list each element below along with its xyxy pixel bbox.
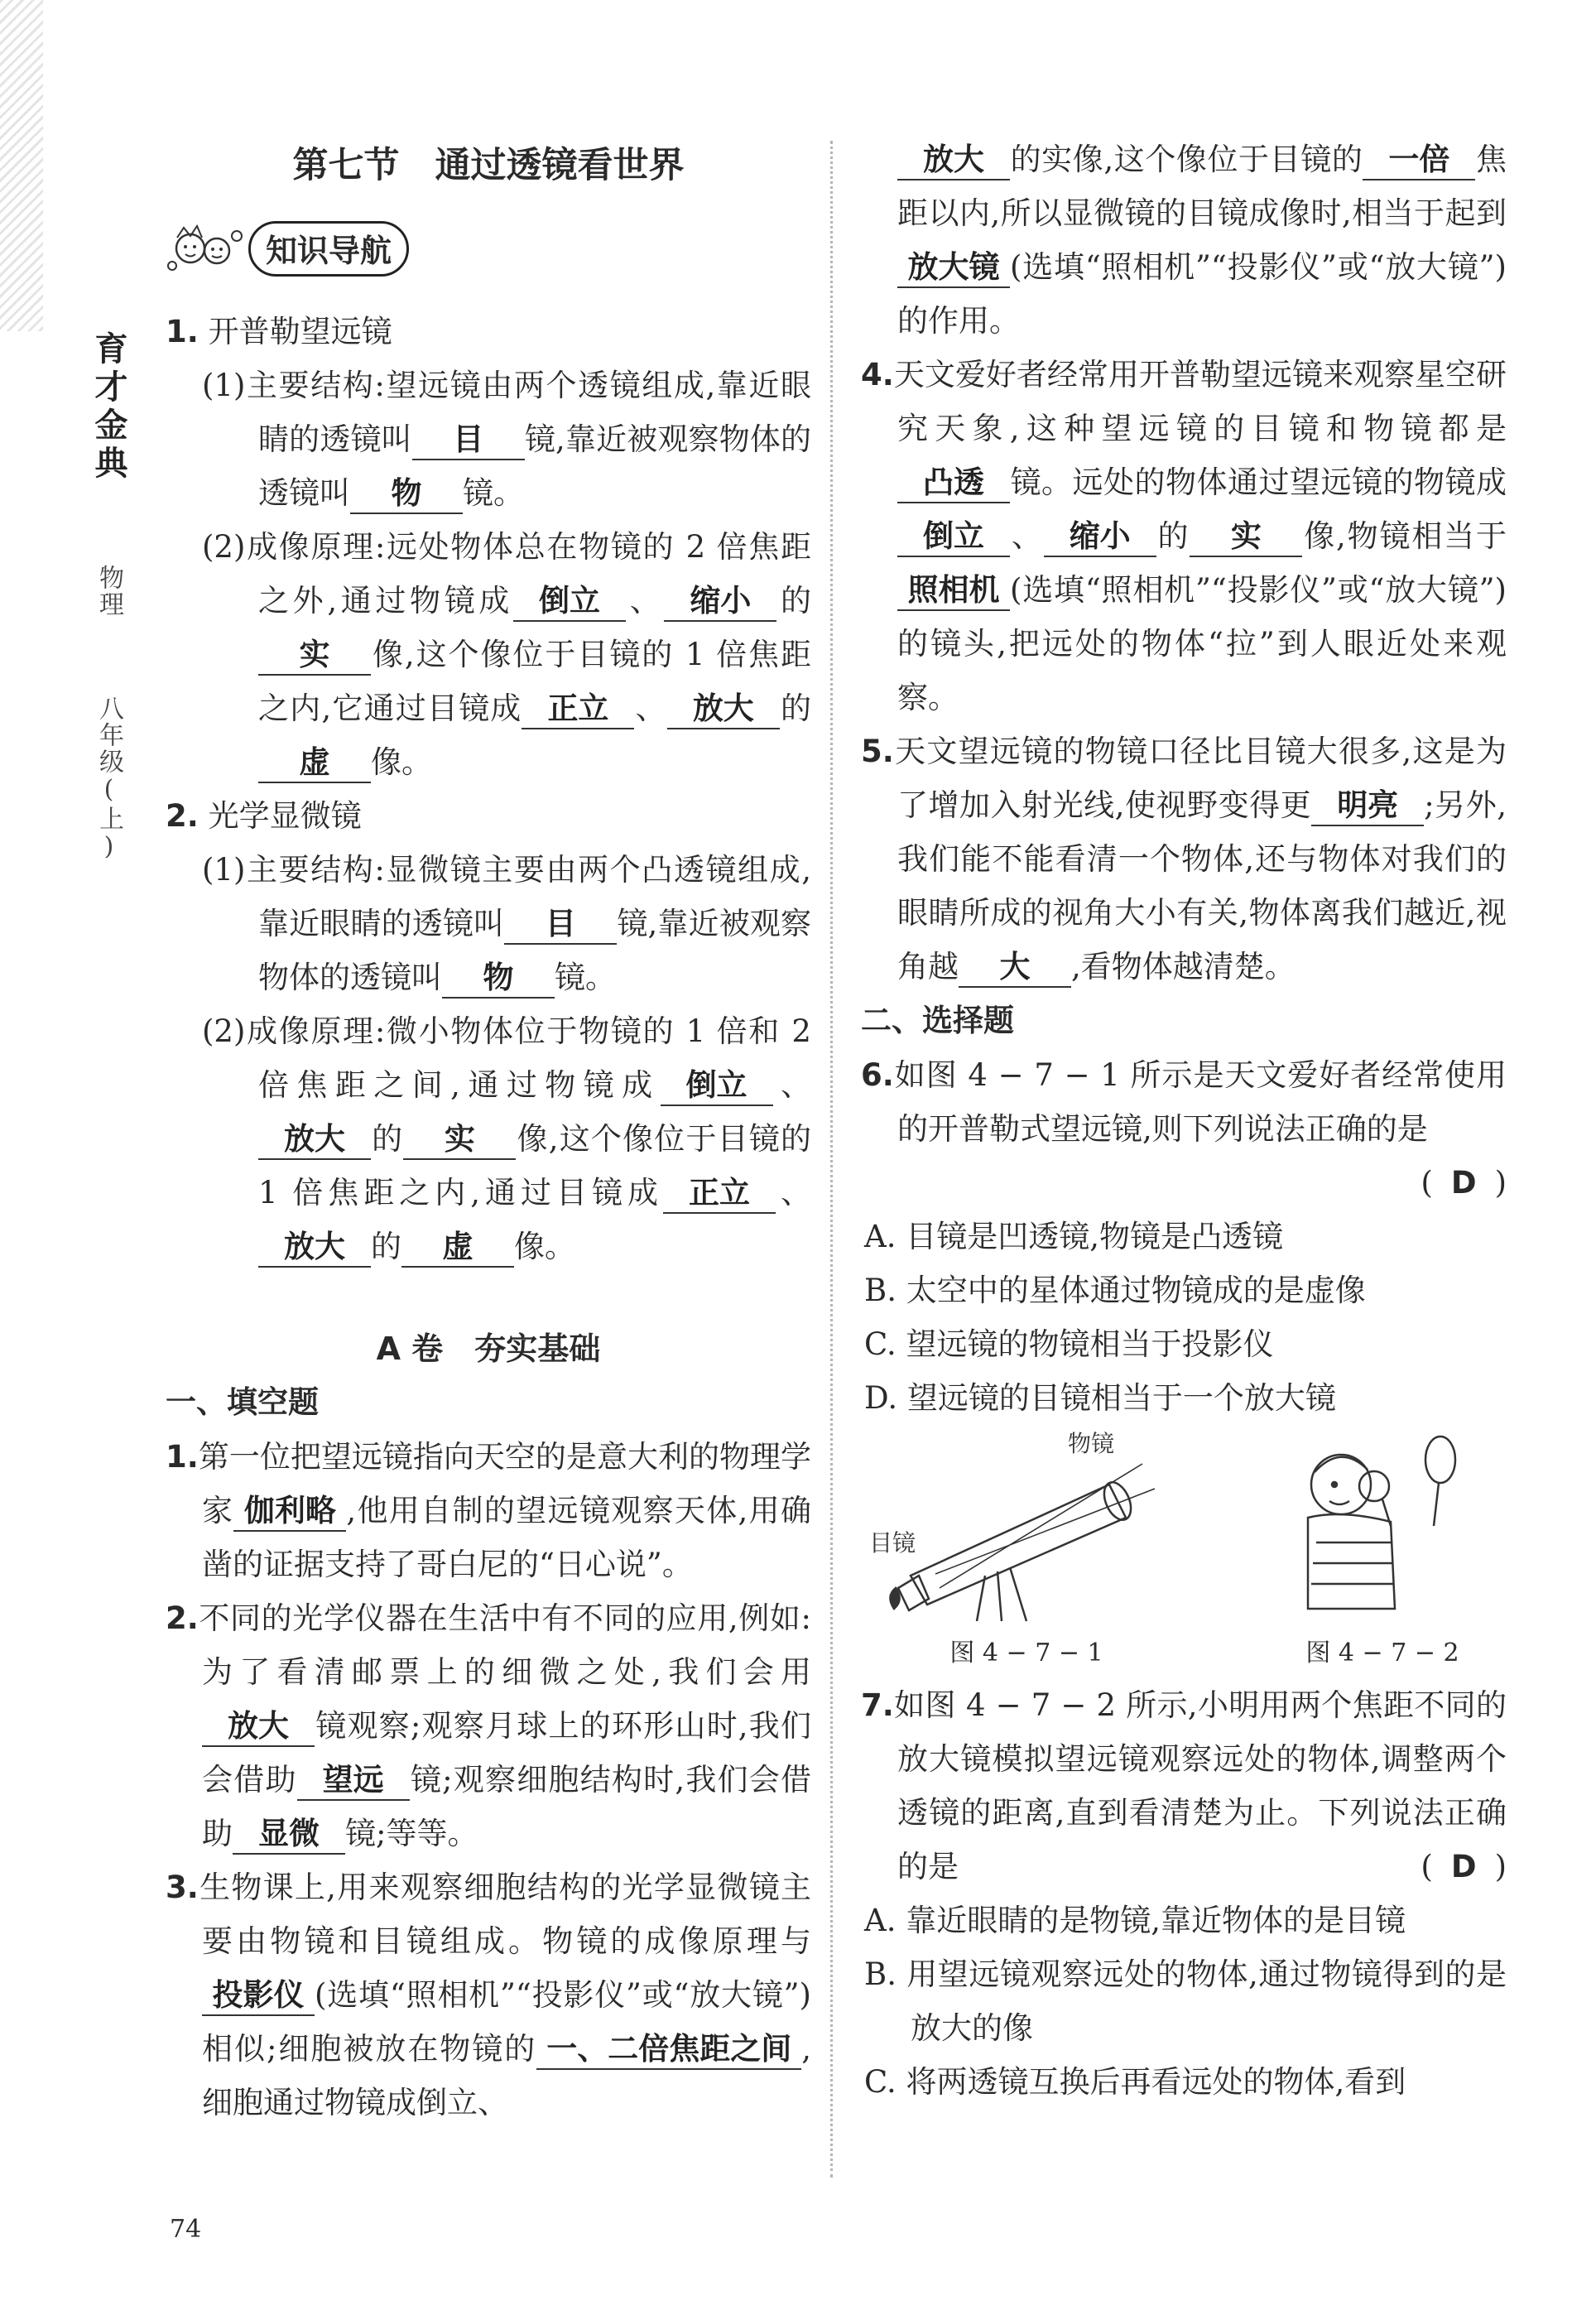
book-subject: 物理 <box>94 565 123 618</box>
objective-label: 物镜 <box>1068 1430 1115 1457</box>
question-5: 5.天文望远镜的物镜口径比目镜大很多,这是为了增加入射光线,使视野变得更 明亮 ;另外,我们能不能看清一个物体,还与物体对我们的眼睛所成的视角大小有关,物体离我们越近,视角越 大 ,看物体越清楚。 <box>861 724 1507 994</box>
question-4: 4.天文爱好者经常用开普勒望远镜来观察星空研究天象,这种望远镜的目镜和物镜都是凸透 镜。远处的物体通过望远镜的物镜成倒立 、 缩小 的 实 像,物镜相当于照相机 (选填“照相机”“投影仪”或“放大镜”)的镜头,把远处的物体“拉”到人眼近处来观察。 <box>861 357 1507 715</box>
answer-blank: 放大镜 <box>897 248 1010 288</box>
page-number: 74 <box>170 2215 202 2244</box>
answer-blank: 放大 <box>258 1228 371 1268</box>
answer-blank: 凸透 <box>897 464 1010 503</box>
cartoon-kids-icon <box>166 219 248 277</box>
knowledge-nav-badge: 知识导航 <box>248 221 409 277</box>
figure-caption: 图 4 − 7 − 1 <box>949 1639 1103 1668</box>
answer-choice: D <box>1450 1165 1477 1201</box>
book-grade: 八年级(上) <box>94 695 123 863</box>
choice-title: 二、选择题 <box>861 1003 1014 1038</box>
question-1: 1.第一位把望远镜指向天空的是意大利的物理学家 伽利略 ,他用自制的望远镜观察天体,用确凿的证据支持了哥白尼的“日心说”。 <box>166 1439 811 1582</box>
answer-blank: 一倍 <box>1363 141 1475 180</box>
answer-blank: 实 <box>258 636 371 676</box>
answer-blank: 伽利略 <box>233 1492 346 1532</box>
option: C. 将两透镜互换后再看远处的物体,看到 <box>864 2064 1406 2100</box>
answer-blank: 虚 <box>401 1228 514 1268</box>
answer-blank: 大 <box>959 948 1071 988</box>
telescope-illustration <box>861 1427 1192 1625</box>
microscope-structure: (1)主要结构:显微镜主要由两个凸透镜组成,靠近眼睛的透镜叫 目 镜,靠近被观察物体的透镜叫 物 镜。 <box>166 843 811 1004</box>
knowledge-item-microscope: 2. 光学显微镜 <box>166 798 362 834</box>
answer-blank: 放大 <box>202 1707 315 1747</box>
knowledge-nav-header <box>166 215 811 282</box>
option: B. 用望远镜观察远处的物体,通过物镜得到的是放大的像 <box>864 1956 1507 2046</box>
answer-blank: 倒立 <box>661 1066 773 1106</box>
answer-blank: 物 <box>442 959 555 999</box>
answer-blank: 明亮 <box>1311 787 1424 826</box>
answer-blank: 放大 <box>258 1120 371 1160</box>
question-2: 2.不同的光学仪器在生活中有不同的应用,例如:为了看清邮票上的细微之处,我们会用放大 镜观察;观察月球上的环形山时,我们会借助 望远 镜;观察细胞结构时,我们会借助 显微 镜;等等。 <box>166 1591 811 1860</box>
answer-blank: 缩小 <box>1044 517 1156 557</box>
answer-choice: D <box>1450 1849 1477 1884</box>
answer-blank: 虚 <box>258 744 371 783</box>
answer-blank: 正立 <box>522 690 634 729</box>
answer-blank: 投影仪 <box>202 1976 315 2016</box>
answer-blank: 目 <box>504 905 617 945</box>
knowledge-item-telescope: 1. 开普勒望远镜 <box>166 314 392 349</box>
answer-blank: 实 <box>1190 517 1302 557</box>
answer-blank: 实 <box>403 1120 516 1160</box>
answer-blank: 缩小 <box>664 582 776 622</box>
answer-blank: 放大 <box>897 141 1010 180</box>
telescope-principle: (2)成像原理:远处物体总在物镜的 2 倍焦距之外,通过物镜成 倒立 、 缩小 的实 像,这个像位于目镜的 1 倍焦距之内,它通过目镜成 正立 、 放大 的虚 像。 <box>166 520 811 789</box>
page-edge-hatch <box>0 0 43 331</box>
question-7-answer: ( D ) <box>1421 1849 1507 1884</box>
question-6-answer: ( D ) <box>1421 1165 1507 1201</box>
book-brand: 育才金典 <box>89 331 128 484</box>
figure-4-7-1 <box>861 1427 1192 1668</box>
left-column <box>166 132 811 2130</box>
column-divider <box>830 141 833 2178</box>
question-3-start: 3.生物课上,用来观察细胞结构的光学显微镜主要由物镜和目镜组成。物镜的成像原理与投影仪 (选填“照相机”“投影仪”或“放大镜”)相似;细胞被放在物镜的 一、二倍焦距之间 ,细胞通过物镜成倒立、 <box>166 1870 811 2120</box>
figures-row <box>861 1428 1507 1668</box>
answer-blank: 目 <box>412 421 525 460</box>
question-3-continued: 放大 的实像,这个像位于目镜的 一倍 焦距以内,所以显微镜的目镜成像时,相当于起到放大镜 (选填“照相机”“投影仪”或“放大镜”)的作用。 <box>897 142 1507 339</box>
answer-blank: 放大 <box>667 690 780 729</box>
answer-blank: 显微 <box>233 1815 345 1855</box>
section-a-title: A 卷 夯实基础 <box>376 1331 601 1367</box>
answer-blank: 正立 <box>663 1174 776 1214</box>
eyepiece-label: 目镜 <box>869 1529 916 1557</box>
telescope-structure: (1)主要结构:望远镜由两个透镜组成,靠近眼睛的透镜叫 目 镜,靠近被观察物体的透镜叫 物 镜。 <box>166 359 811 520</box>
answer-blank: 物 <box>350 474 463 514</box>
option: D. 望远镜的目镜相当于一个放大镜 <box>864 1380 1336 1416</box>
answer-blank: 望远 <box>297 1761 410 1801</box>
telescope-icon <box>890 1464 1155 1621</box>
answer-blank: 倒立 <box>897 517 1010 557</box>
boy-with-magnifiers-illustration <box>1258 1427 1507 1625</box>
answer-blank: 倒立 <box>513 582 626 622</box>
option: C. 望远镜的物镜相当于投影仪 <box>864 1326 1274 1362</box>
option: A. 目镜是凹透镜,物镜是凸透镜 <box>864 1219 1284 1254</box>
question-7: 7.如图 4 − 7 − 2 所示,小明用两个焦距不同的放大镜模拟望远镜观察远处的物体,调整两个透镜的距离,直到看清楚为止。下列说法正确的是 <box>861 1687 1507 1884</box>
boy-icon <box>1308 1437 1455 1609</box>
option: A. 靠近眼睛的是物镜,靠近物体的是目镜 <box>864 1903 1406 1938</box>
option: B. 太空中的星体通过物镜成的是虚像 <box>864 1273 1366 1308</box>
figure-4-7-2 <box>1258 1427 1507 1668</box>
right-column <box>861 132 1507 2109</box>
answer-blank: 一、二倍焦距之间 <box>536 2030 801 2070</box>
microscope-principle: (2)成像原理:微小物体位于物镜的 1 倍和 2 倍焦距之间,通过物镜成 倒立 、放大 的 实 像,这个像位于目镜的 1 倍焦距之内,通过目镜成 正立 、放大 的 虚 像。 <box>166 1004 811 1273</box>
section-title: 第七节 通过透镜看世界 <box>292 145 685 186</box>
fill-in-title: 一、填空题 <box>166 1384 319 1420</box>
answer-blank: 照相机 <box>897 571 1010 611</box>
book-sidebar <box>83 331 132 863</box>
question-6: 6.如图 4 − 7 − 1 所示是天文爱好者经常使用的开普勒式望远镜,则下列说法正确的是 <box>861 1057 1507 1147</box>
figure-caption: 图 4 − 7 − 2 <box>1305 1639 1459 1668</box>
